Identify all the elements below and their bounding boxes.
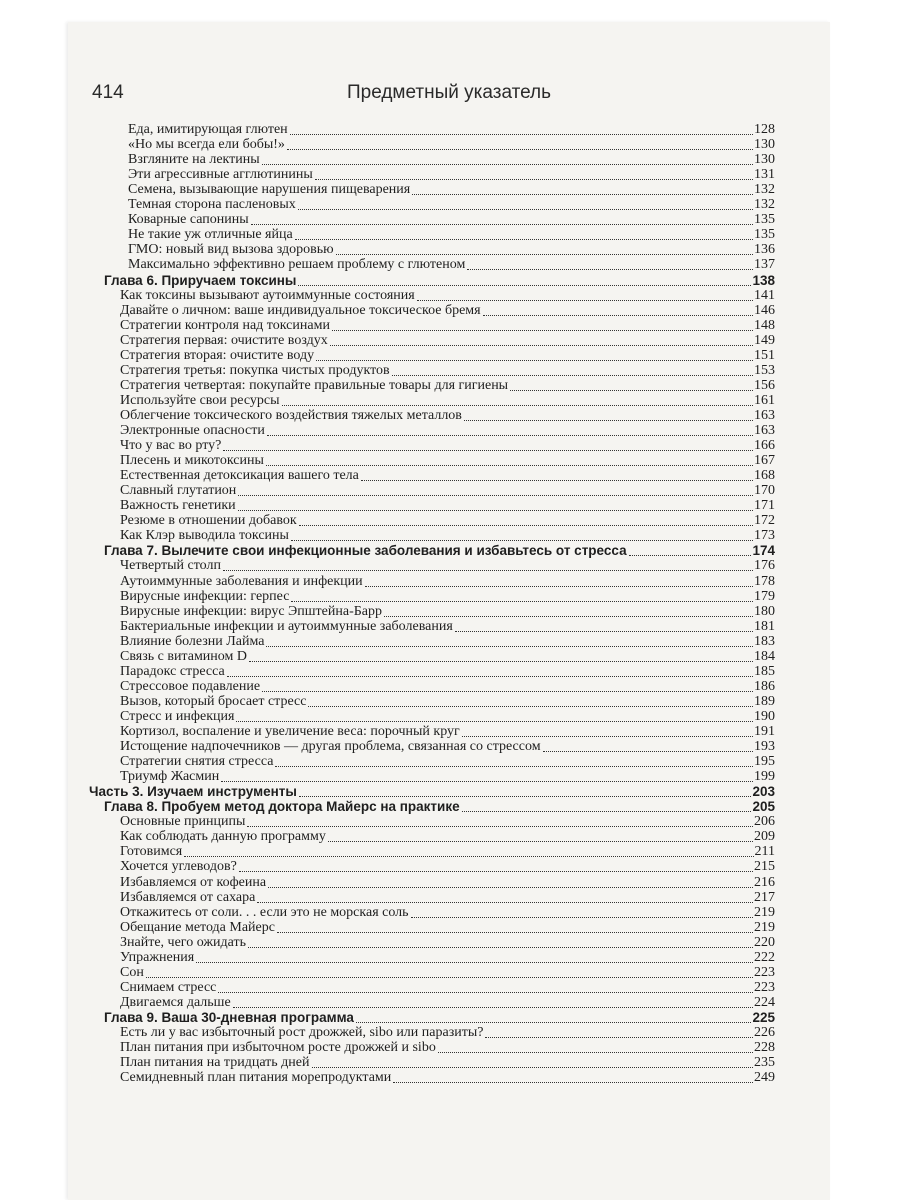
toc-entry-title: Облегчение токсического воздействия тяжелых металлов [120,407,462,423]
book-page [68,22,830,1200]
toc-entry-page: 166 [754,438,775,454]
toc-entry-title: Вирусные инфекции: герпес [120,588,290,604]
dot-leader [262,163,753,165]
toc-entry-page: 220 [754,934,775,950]
toc-entry-page: 137 [754,257,775,273]
toc-entry-title: Естественная детоксикация вашего тела [120,468,359,484]
toc-entry-page: 185 [754,663,775,679]
toc-entry-title: Стресс и инфекция [120,708,235,724]
toc-entry-page: 219 [754,904,775,920]
toc-entry [120,558,775,574]
toc-entry [120,980,775,996]
toc-entry-page: 195 [754,754,775,770]
dot-leader [268,886,753,888]
toc-entry-page: 216 [754,874,775,890]
toc-entry [120,965,775,981]
toc-entry-title: Основные принципы [120,814,246,830]
toc-entry-page: 228 [754,1040,775,1056]
toc-entry-page: 191 [754,724,775,739]
toc-entry [120,754,775,770]
toc-entry-page: 222 [754,949,775,965]
toc-entry [120,664,775,680]
dot-leader [238,509,753,511]
toc-entry [120,378,775,394]
toc-entry [128,182,775,198]
toc-entry-page: 184 [754,648,775,664]
toc-entry-page: 135 [754,212,775,228]
toc-entry-title: Откажитесь от соли. . . если это не морская соль [120,904,409,920]
dot-leader [336,253,753,255]
toc-entry-page: 167 [754,453,775,469]
toc-entry-page: 168 [754,468,775,484]
dot-leader [227,675,753,677]
toc-entry-title: Как Клэр выводила токсины [120,528,289,544]
toc-entry [120,318,775,334]
toc-entry [120,303,775,319]
toc-entry-page: 132 [754,182,775,198]
toc-entry [120,724,775,740]
toc-entry [128,227,775,243]
dot-leader [295,238,753,240]
toc-entry-page: 203 [752,784,775,800]
toc-entry [128,212,775,228]
toc-entry [120,438,775,454]
dot-leader [308,705,753,707]
toc-entry-page: 206 [754,814,775,830]
toc-entry-title: Семена, вызывающие нарушения пищеварения [128,182,411,198]
toc-entry-title: Плесень и микотоксины [120,453,264,469]
toc-entry [120,694,775,710]
toc-entry [120,950,775,966]
toc-entry-title: Глава 8. Пробуем метод доктора Майерс на практике [104,799,460,815]
toc-part-heading [89,784,775,800]
dot-leader [267,434,753,436]
dot-leader [239,870,753,872]
dot-leader [277,931,753,933]
dot-leader [223,449,753,451]
toc-entry-title: Что у вас во рту? [120,438,222,454]
toc-entry [120,1025,775,1041]
dot-leader [298,284,751,286]
toc-entry-page: 173 [754,528,775,544]
toc-entry [120,739,775,755]
dot-leader [266,464,753,466]
toc-entry [120,288,775,304]
dot-leader [392,374,753,376]
toc-entry-title: Семидневный план питания морепродуктами [120,1070,392,1086]
toc-entry-page: 161 [754,392,775,408]
toc-entry [120,348,775,364]
toc-entry-page: 174 [752,543,775,559]
toc-entry-page: 151 [754,347,775,363]
dot-leader [312,1066,754,1068]
dot-leader [543,750,753,752]
dot-leader [247,825,753,827]
toc-entry-title: Эти агрессивные агглютинины [128,167,313,183]
toc-entry-page: 209 [754,829,775,845]
toc-chapter-heading [104,273,775,289]
toc-entry-page: 223 [754,964,775,980]
dot-leader [196,961,753,963]
toc-entry-page: 249 [754,1070,775,1086]
dot-leader [299,524,753,526]
dot-leader [184,855,753,857]
toc-entry-title: Стратегии снятия стресса [120,754,274,770]
toc-entry-title: Как соблюдать данную программу [120,829,326,845]
dot-leader [233,1006,753,1008]
toc-entry-title: Сон [120,964,144,980]
toc-entry-page: 179 [754,588,775,604]
dot-leader [411,916,753,918]
toc-entry-title: Снимаем стресс [120,979,217,995]
toc-entry-page: 130 [754,152,775,168]
toc-entry-page: 138 [752,272,775,288]
toc-entry [120,423,775,439]
toc-entry-page: 193 [754,739,775,755]
toc-entry [120,363,775,379]
toc-entry [120,995,775,1011]
toc-entry-title: Кортизол, воспаление и увеличение веса: порочный круг [120,724,460,739]
dot-leader [483,314,753,316]
toc-entry-page: 171 [754,498,775,514]
toc-entry-title: Стратегия первая: очистите воздух [120,332,328,348]
toc-entry-title: Знайте, чего ожидать [120,934,246,950]
toc-entry-page: 215 [754,859,775,875]
toc-entry-page: 135 [754,227,775,243]
dot-leader [464,419,753,421]
toc-entry [120,513,775,529]
toc-entry [120,920,775,936]
toc-entry-page: 132 [754,197,775,213]
toc-entry [120,333,775,349]
toc-entry-title: Избавляемся от сахара [120,889,256,905]
toc-entry-title: Влияние болезни Лайма [120,633,265,649]
toc-chapter-heading [104,799,775,815]
dot-leader [438,1051,753,1053]
toc-entry-page: 170 [754,483,775,499]
dot-leader [332,329,753,331]
dot-leader [275,765,753,767]
toc-entry [120,844,775,860]
toc-entry [128,122,775,138]
dot-leader [485,1036,753,1038]
toc-entry-page: 225 [752,1009,775,1025]
toc-entry [120,619,775,635]
toc-entry [120,890,775,906]
page-title: Предметный указатель [346,82,552,103]
toc-entry-title: Коварные сапонины [128,212,249,228]
toc-entry-title: Стрессовое подавление [120,678,261,694]
dot-leader [330,344,753,346]
toc-entry-title: Темная сторона пасленовых [128,197,296,213]
toc-entry [120,769,775,785]
dot-leader [462,810,752,812]
toc-entry-title: «Но мы всегда ели бобы!» [128,137,285,153]
toc-entry-title: Стратегия третья: покупка чистых продуктов [120,362,390,378]
toc-entry-title: Славный глутатион [120,483,237,499]
dot-leader [417,299,753,301]
dot-leader [455,630,753,632]
dot-leader [298,208,753,210]
toc-entry-title: Вирусные инфекции: вирус Эпштейна-Барр [120,603,383,619]
dot-leader [218,991,753,993]
toc-entry [120,453,775,469]
toc-entry-page: 205 [752,799,775,815]
toc-entry [120,814,775,830]
dot-leader [257,901,753,903]
toc-entry-title: Важность генетики [120,498,236,514]
dot-leader [384,615,753,617]
dot-leader [510,389,753,391]
toc-entry-title: Вызов, который бросает стресс [120,693,307,709]
toc-entry-page: 199 [754,769,775,785]
dot-leader [291,600,753,602]
toc-entry-page: 149 [754,332,775,348]
toc-entry [120,875,775,891]
toc-entry-title: План питания при избыточном росте дрожжей и sibo [120,1040,436,1056]
toc-entry-title: Упражнения [120,949,195,965]
toc-entry-page: 181 [754,618,775,634]
toc-entry-page: 136 [754,242,775,258]
toc-entry-page: 146 [754,302,775,318]
dot-leader [462,735,753,737]
toc-entry-page: 219 [754,919,775,935]
toc-entry-page: 217 [754,889,775,905]
toc-entry [120,528,775,544]
page-header [68,82,830,112]
toc-entry-page: 128 [754,122,775,137]
toc-entry [120,935,775,951]
toc-entry-page: 186 [754,678,775,694]
toc-entry-title: Двигаемся дальше [120,994,231,1010]
toc-entry [120,468,775,484]
toc-entry [120,859,775,875]
toc-entry-page: 224 [754,994,775,1010]
toc-entry [120,604,775,620]
toc-entry-page: 156 [754,377,775,393]
toc-entry-page: 190 [754,708,775,724]
toc-entry-title: Как токсины вызывают аутоиммунные состояния [120,287,415,303]
toc-entry-page: 163 [754,423,775,438]
dot-leader [315,178,753,180]
toc-entry-page: 180 [754,603,775,619]
toc-chapter-heading [104,543,775,559]
dot-leader [248,946,753,948]
toc-entry-title: Бактериальные инфекции и аутоиммунные заболевания [120,618,453,634]
page-number: 414 [92,82,124,103]
dot-leader [356,1021,752,1023]
dot-leader [412,193,753,195]
toc-entry-title: Максимально эффективно решаем проблему с глютеном [128,257,466,273]
toc-entry [120,709,775,725]
dot-leader [236,720,753,722]
toc-entry [120,589,775,605]
toc-entry [120,905,775,921]
toc-entry-title: ГМО: новый вид вызова здоровью [128,242,334,258]
toc-entry-page: 235 [754,1055,775,1071]
toc-entry [120,393,775,409]
toc-entry-title: Не такие уж отличные яйца [128,227,293,243]
toc-entry [128,197,775,213]
toc-entry [128,152,775,168]
toc-entry [120,1070,775,1086]
toc-entry-page: 176 [754,558,775,574]
toc-entry [120,1040,775,1056]
toc-entry [128,242,775,258]
toc-entry-title: Часть 3. Изучаем инструменты [89,784,297,800]
toc-entry [120,498,775,514]
toc-entry-title: Хочется углеводов? [120,859,237,875]
dot-leader [223,569,753,571]
toc-entry-page: 141 [754,287,775,303]
dot-leader [221,780,753,782]
toc-entry-page: 172 [754,513,775,529]
toc-entry-page: 211 [754,844,775,860]
dot-leader [266,645,753,647]
toc-entry-title: Резюме в отношении добавок [120,513,297,529]
dot-leader [629,554,752,556]
toc-entry [120,649,775,665]
toc-entry-title: Глава 9. Ваша 30-дневная программа [104,1009,354,1025]
toc-entry-title: Есть ли у вас избыточный рост дрожжей, sibo или паразиты? [120,1025,484,1040]
dot-leader [361,479,753,481]
toc-entry-title: Истощение надпочечников — другая проблема, связанная со стрессом [120,739,541,755]
dot-leader [282,404,754,406]
toc-entry [120,483,775,499]
toc-entry-title: Четвертый столп [120,558,221,574]
toc-entry-page: 183 [754,633,775,649]
dot-leader [146,976,753,978]
toc-entry-title: Стратегия вторая: очистите воду [120,347,315,363]
toc-entry [120,829,775,845]
dot-leader [365,585,753,587]
toc-entry-page: 130 [754,137,775,153]
toc-entry-title: Аутоиммунные заболевания и инфекции [120,573,363,589]
toc-entry-title: Стратегия четвертая: покупайте правильные товары для гигиены [120,377,509,393]
toc-entry-title: Стратегии контроля над токсинами [120,317,330,333]
dot-leader [299,795,752,797]
dot-leader [262,690,753,692]
toc-entry-title: Используйте свои ресурсы [120,392,280,408]
toc-entry-page: 226 [754,1025,775,1040]
toc-entry-title: Избавляемся от кофеина [120,874,267,890]
dot-leader [316,359,753,361]
toc-chapter-heading [104,1010,775,1026]
dot-leader [251,223,753,225]
toc-entry [120,574,775,590]
toc-entry [120,634,775,650]
toc-entry [120,1055,775,1071]
toc-entry-page: 163 [754,407,775,423]
toc-entry-page: 131 [754,167,775,183]
toc-entry-page: 178 [754,573,775,589]
toc-entry-page: 153 [754,362,775,378]
dot-leader [290,133,753,135]
toc-entry-title: Связь с витамином D [120,648,247,664]
toc-entry-title: Взгляните на лектины [128,152,260,168]
toc-entry-title: Обещание метода Майерс [120,919,275,935]
toc-entry-page: 189 [754,693,775,709]
dot-leader [249,660,753,662]
dot-leader [393,1081,753,1083]
toc-entry-title: Еда, имитирующая глютен [128,122,288,137]
toc-entry-page: 148 [754,317,775,333]
dot-leader [287,148,753,150]
toc-entry-title: Готовимся [120,844,183,860]
dot-leader [238,494,753,496]
toc-entry-title: Давайте о личном: ваше индивидуальное токсическое бремя [120,302,481,318]
toc-entry-title: Парадокс стресса [120,663,225,679]
toc-entry-title: Триумф Жасмин [120,769,220,785]
dot-leader [291,539,753,541]
dot-leader [467,268,753,270]
toc-entry [120,679,775,695]
dot-leader [328,840,753,842]
toc-entry [128,137,775,153]
toc-entry [128,167,775,183]
toc-entry-title: Глава 7. Вылечите свои инфекционные заболевания и избавьтесь от стресса [104,543,627,559]
toc-entry-title: Электронные опасности [120,423,265,438]
toc-entry-title: План питания на тридцать дней [120,1055,310,1071]
toc-entry-page: 223 [754,979,775,995]
toc-entry-title: Глава 6. Приручаем токсины [104,272,297,288]
toc-entry [120,408,775,424]
toc-entry [128,257,775,273]
